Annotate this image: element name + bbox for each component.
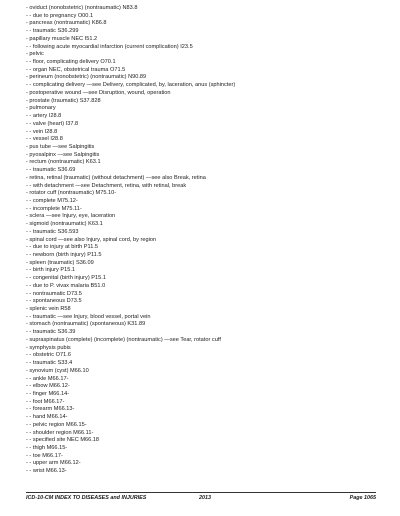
index-entry: - - vein I28.8 [26,128,58,135]
footer-divider [26,492,376,493]
index-entry: - - due to P. vivax malaria B51.0 [26,282,106,289]
index-entry: - - artery I28.8 [26,113,62,120]
index-entry: - pyosalpinx —see Salpingitis [26,151,100,158]
index-entry: - - elbow M66.12- [26,383,70,390]
index-entry: - retina, retinal (traumatic) (without detachment) —see also Break, retina [26,174,206,181]
page-footer [26,494,376,503]
index-entry: - - wrist M66.13- [26,468,67,475]
index-entry: - - complete M75.12- [26,197,78,204]
index-entry: - rectum (nontraumatic) K63.1 [26,159,101,166]
index-entry: - supraspinatus (complete) (incomplete) (nontraumatic) —see Tear, rotator cuff [26,336,221,343]
index-entry: - rotator cuff (nontraumatic) M75.10- [26,190,117,197]
footer-title: ICD-10-CM INDEX TO DISEASES and INJURIES [26,495,147,501]
index-entry: - - congenital (birth injury) P15.1 [26,275,106,282]
index-entry: - synovium (cyst) M66.10 [26,367,89,374]
footer-year: 2013 [199,495,211,501]
index-entry: - - traumatic S36.69 [26,167,76,174]
index-entry: - sigmoid (nontraumatic) K63.1 [26,221,103,228]
index-entry: - - hand M66.14- [26,414,68,421]
index-entry: - - organ NEC, obstetrical trauma O71.5 [26,66,126,73]
index-entry: - - traumatic S33.4 [26,360,73,367]
index-entry: - - toe M66.17- [26,452,63,459]
index-entry: - - traumatic S36.299 [26,28,79,35]
index-entry: - - due to pregnancy O00.1 [26,12,94,19]
index-entry: - symphysis pubis [26,344,71,351]
index-entry: - - floor, complicating delivery O70.1 [26,59,116,66]
index-entry: - - traumatic S36.39 [26,329,76,336]
index-entry: - - shoulder region M66.11- [26,429,94,436]
index-entry: - - traumatic S36.593 [26,228,79,235]
index-entry: - - obstetric O71.6 [26,352,71,359]
index-entry: - - newborn (birth injury) P11.5 [26,252,102,258]
index-entry: - sclera —see Injury, eye, laceration [26,213,116,220]
index-entry: - stomach (nontraumatic) (spontaneous) K31.89 [26,321,146,328]
index-entry: - - with detachment —see Detachment, retina, with retinal, break [26,182,187,189]
index-entry: - spinal cord —see also Injury, spinal cord, by region [26,236,157,243]
index-entry: - splenic vein R58 [26,306,71,313]
index-entry: - - ankle M66.17- [26,375,69,382]
index-entry: - postoperative wound —see Disruption, wound, operation [26,89,171,96]
footer-page-number: Page 1065 [349,495,376,501]
index-entry: - perineum (nonobstetric) (nontraumatic) N90.89 [26,74,147,81]
index-entry: - - foot M66.17- [26,398,65,405]
index-entry: - papillary muscle NEC I51.2 [26,35,98,42]
index-entry: - - pelvic region M66.15- [26,421,87,428]
index-entry: - - traumatic —see Injury, blood vessel, portal vein [26,313,151,320]
index-entry: - - thigh M66.15- [26,444,68,451]
index-entry: - spleen (traumatic) S36.09 [26,259,94,266]
index-entry: - - upper arm M66.12- [26,460,81,467]
index-entry: - - following acute myocardial infarction (current complication) I23.5 [26,43,193,50]
index-entry: - pulmonary [26,105,56,112]
index-entry: - - finger M66.14- [26,390,70,397]
index-entry: - - incomplete M75.11- [26,205,82,212]
index-entry-list [26,5,386,476]
index-entry: - - vessel I28.8 [26,136,63,143]
index-entry: - - spontaneous D73.5 [26,298,82,305]
index-entry: - - nontraumatic D73.5 [26,290,82,297]
index-entry: - - specified site NEC M66.18 [26,437,100,444]
index-entry: - oviduct (nonobstetric) (nontraumatic) N83.8 [26,5,138,11]
index-entry: - - valve (heart) I37.8 [26,120,79,127]
index-entry: - - forearm M66.13- [26,406,75,413]
index-entry: - prostate (traumatic) S37.828 [26,97,101,104]
index-entry: - pancreas (nontraumatic) K86.8 [26,20,107,27]
index-entry: - pelvic [26,51,44,58]
index-entry: - pus tube —see Salpingitis [26,143,95,150]
index-entry: - - complicating delivery —see Delivery, complicated, by, laceration, anus (sphincter) [26,82,236,89]
index-entry: - - birth injury P15.1 [26,267,76,274]
index-entry: - - due to injury at birth P11.5 [26,244,99,251]
